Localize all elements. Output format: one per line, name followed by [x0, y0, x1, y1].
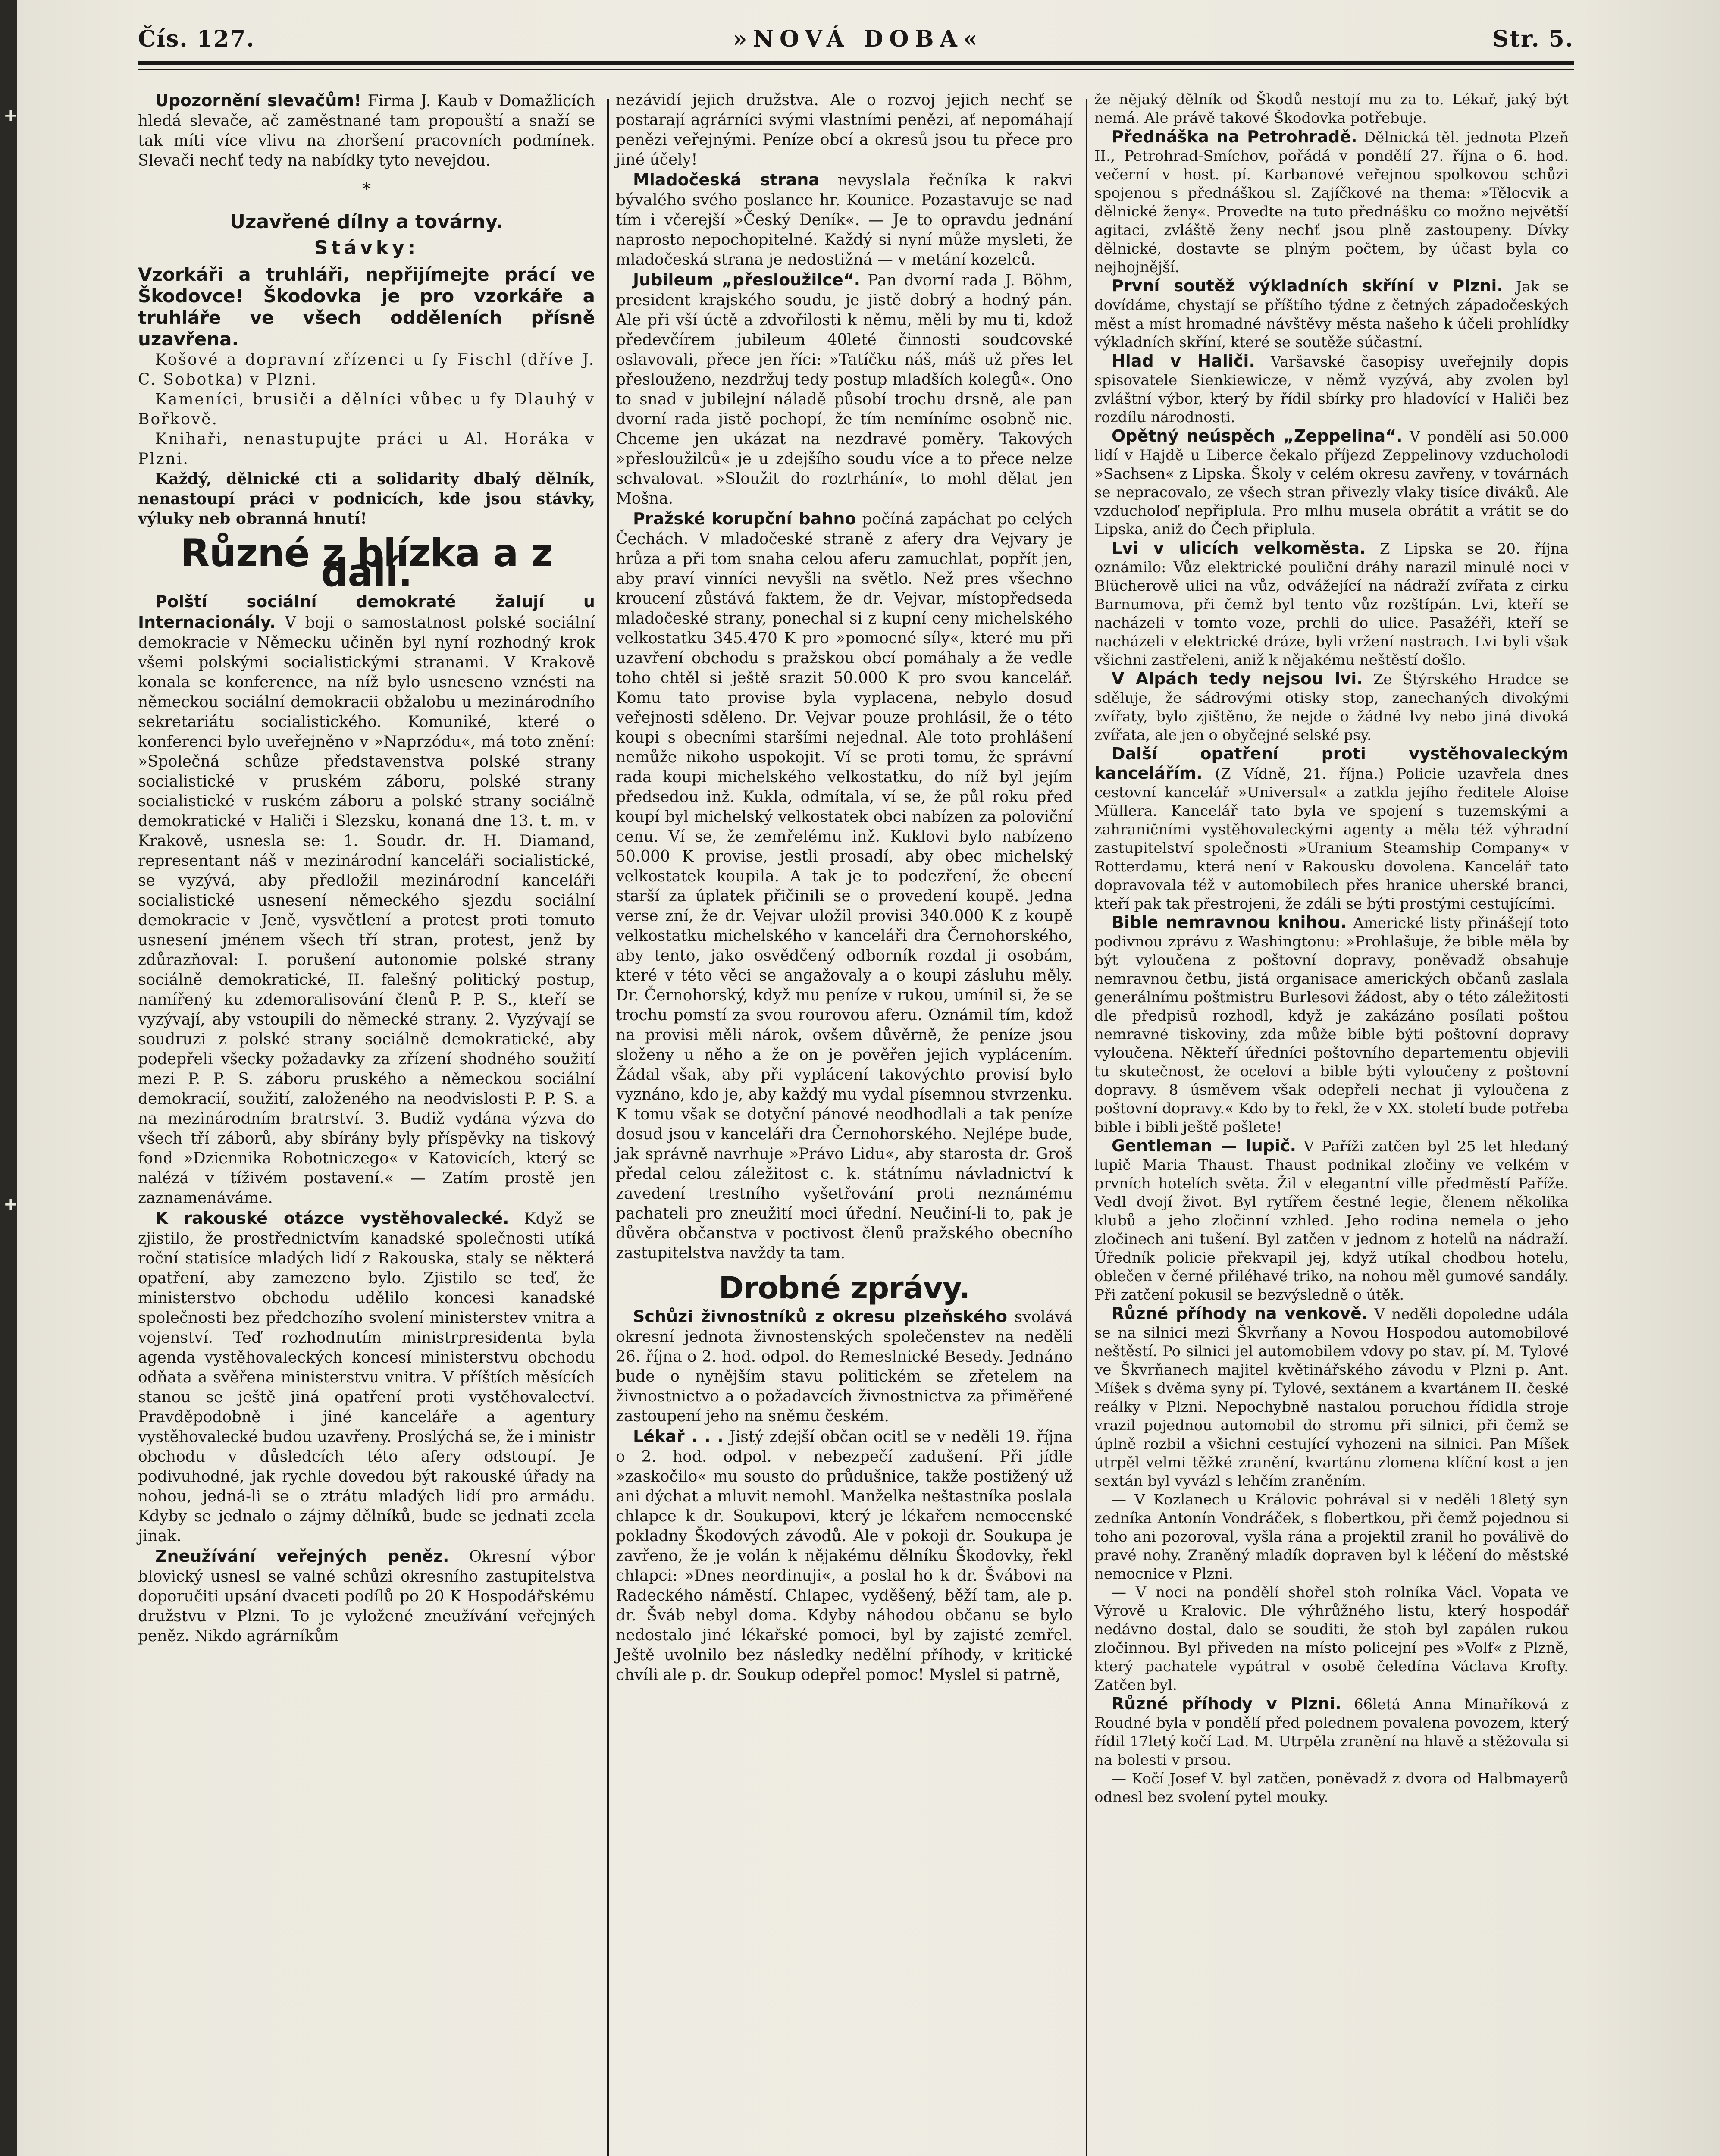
article-heading: Různé příhody v Plzni.: [1112, 1694, 1341, 1713]
article-prihody-venkov: [1094, 1304, 1569, 1491]
strike-item: Knihaři, nenastupujte práci u Al. Horáka v Plzni.: [138, 430, 595, 468]
column-2: [616, 91, 1073, 1685]
article-prednaska: [1094, 128, 1569, 277]
article-opatreni: [1094, 745, 1569, 913]
article-text: V Paříži zatčen byl 25 let hledaný lupič Maria Thaust. Thaust podnikal zločiny ve velkém v prvních hotelích světa. Žil v elegantní ville předměstí Paříže. Vedl dvojí život. Byl rytířem čestné legie, členem několika klubů a jeho zločinní vzhled. Jeho rodina nemela o jeho zločinech ani tušení. Byl zatčen v jednom z hotelů na nádraží. Úředník policie překvapil jej, když utíkal chodbou hotelu, oblečen v černé přiléhavé triko, na nohou měl gumové sandály. Při zatčení pokusil se bezvýsledně o útěk.: [1094, 1138, 1569, 1304]
article-heading: Polští sociální demokraté žalují u Internacionály.: [138, 592, 595, 632]
section-title-ruzne: Různé z blízka a z dalí.: [180, 531, 553, 595]
article-heading: V Alpách tedy nejsou lvi.: [1112, 669, 1363, 688]
article-prihody-item: — V noci na pondělí shořel stoh rolníka Václ. Vopata ve Výrově u Kralovic. Dle výhrůžného listu, který hospodář nedávno dostal, dalo se souditi, že stoh byl zapálen rukou zločinnou. Byl přiveden na místo policejní pes »Volf« z Plzně, který pachatele vypátral v osobě čeledína Václava Krofty. Zatčen byl.: [1094, 1584, 1569, 1694]
article-continuation: nezávidí jejich družstva. Ale o rozvoj jejich nechť se postarají agrárníci svými vlastními penězi, ať nepomáhají penězi veřejnými. Peníze obcí a okresů jsou tu přece pro jiné účely!: [616, 91, 1073, 169]
article-slevaci: [138, 91, 595, 171]
article-mladocesi: [616, 170, 1073, 270]
margin-cross-mark: +: [3, 106, 18, 125]
article-heading: Mladočeská strana: [633, 170, 820, 189]
strike-item: Každý, dělnické cti a solidarity dbalý dělník, nenastoupí práci v podnicích, kde jsou stávky, výluky neb obranná hnutí!: [138, 470, 595, 528]
article-heading: Bible nemravnou knihou.: [1112, 913, 1347, 932]
masthead-title: »NOVÁ DOBA«: [733, 26, 984, 52]
article-public-money: [138, 1546, 595, 1646]
article-prihody-item: — Kočí Josef V. byl zatčen, poněvadž z dvora od Halbmayerů odnesl bez svolení pytel mouky.: [1094, 1770, 1569, 1806]
header-rule: [138, 61, 1574, 65]
article-heading: Zneužívání veřejných peněz.: [155, 1547, 449, 1566]
article-emigration: [138, 1208, 595, 1546]
article-text: Dělnická těl. jednota Plzeň II., Petrohrad-Smíchov, pořádá v pondělí 27. října o 6. hod. večerní v host. pí. Karbanové veřejnou spolkovou schůzi spojenou s přednáškou sl. Zajíčkové na thema: »Tělocvik a dělnické ženy«. Provedte na tuto přednášku co možno největší agitaci, zvláště ženy nechť jsou plně zastoupeny. Dívky dělnické, dostavte se plným počtem, by účast byla co nejhojnější.: [1094, 129, 1569, 276]
article-heading: Pražské korupční bahno: [633, 509, 856, 528]
strike-item: Košové a dopravní zřízenci u fy Fischl (dříve J. C. Sobotka) v Plzni.: [138, 351, 595, 389]
article-text: Jistý zdejší občan ocitl se v neděli 19. října o 2. hod. odpol. v nebezpečí zadušení. Při jídle »zaskočilo« mu sousto do průdušnice, takže postižený už ani dýchat a mluvit nemohl. Manželka neštastníka poslala chlapce k dr. Soukupovi, který je lékařem nemocenské pokladny Škodových závodů. Ale v pokoji dr. Soukupa je zavřeno, že je volán k nějakému dělníku Škodovky, řekl chlapci: »Dnes neordinuji«, a poslal ho k dr. Švábovi na Radeckého náměstí. Chlapec, vyděšený, běží tam, ale p. dr. Šváb nebyl doma. Kdyby náhodou občanu se bylo nedostalo jiné lékařské pomoci, byl by zajisté zemřel. Ještě uvolnilo bez následky nedělní příhody, v kritické chvíli ale p. dr. Soukup odepřel pomoc! Myslel si patrně,: [616, 1428, 1073, 1684]
article-text: V pondělí asi 50.000 lidí v Hajdě u Liberce čekalo příjezd Zeppelinovy vzducholodi »Sachsen« z Lipska. Školy v celém okresu zavřeny, v továrnách se nepracovalo, ze všech stran přivezly vlaky tisíce diváků. Ale vzducholoď nepřiplula. Pro mlhu musela obrátit a vrátit se do Lipska, aniž do Čech připlula.: [1094, 428, 1569, 538]
column-3: [1094, 91, 1569, 1807]
page-header: [138, 17, 1574, 56]
article-heading: Gentleman — lupič.: [1112, 1136, 1297, 1155]
article-jubileum: [616, 270, 1073, 509]
article-heading: K rakouské otázce vystěhovalecké.: [155, 1209, 509, 1228]
section-title-drobne: Drobné zprávy.: [718, 1270, 970, 1306]
article-prihody-plzen: [1094, 1695, 1569, 1770]
article-alpy: [1094, 670, 1569, 745]
article-text: Pan dvorní rada J. Böhm, president krajského soudu, je jistě dobrý a hodný pán. Ale při vší úctě a zdvořilosti k němu, měli by mu ti, kdož předevčírem jubileum 40leté činnosti soudcovské oslavovali, přece jen říci: »Tatíčku náš, máš už přes let přeslouženo, nezdržuj tedy postup mladších kolegů«. Ono to snad v jubilejní náladě působí trochu drsně, ale pan dvorní rada jistě pochopí, že tím nemíníme osobně nic. Chceme jen ukázat na nezdravé poměry. Takových »přesloužilců« je u zdejšího soudu více a to přece nelze schvalovat. »Sloužit do roztrhání«, to mohl dělat jen Mošna.: [616, 272, 1073, 508]
margin-cross-mark: +: [3, 1194, 18, 1214]
article-schuze: [616, 1307, 1073, 1426]
article-lvi: [1094, 539, 1569, 670]
article-heading: Lvi v ulicích velkoměsta.: [1112, 539, 1366, 558]
article-text: počíná zapáchat po celých Čechách. V mladočeské straně z afery dra Vejvary je hrůza a při tom snaha celou aferu zamuchlat, popřít jen, aby praví vinníci nevyšli na světlo. Než pres všechno kroucení zůstává faktem, že dr. Vejvar, místopředseda mladočeské strany, ponechal si z kupní ceny michelského velkostatku 345.470 K pro »pomocné síly«, které mu při uzavření obchodu s pražskou obcí pomáhaly a že vedle toho chtěl si ještě srazit 50.000 K pro svou kancelář. Komu tato provise byla vyplacena, nebylo dosud veřejnosti sděleno. Dr. Vejvar pouze prohlásil, že o této koupi s obecními staršími nejednal. Ale toto prohlášení nemůže nikoho uspokojit. Ví se proti tomu, že správní rada koupi michelského velkostatku, do níž byl jejím předsedou inž. Kukla, odmítala, ví se, že půl roku před koupí byl michelský velkostatek obci nabízen za poloviční cenu. Ví se, že zemřelému inž. Kuklovi bylo nabízeno 50.000 K provise, jestli prosadí, aby obec michelský velkostatek koupila. A tak je to podezření, že obecní starší za úplatek přičinili se o provedení koupě. Jedna verse zní, že dr. Vejvar uložil provisi 340.000 K z koupě velkostatku michelského v kanceláři dra Černohorského, aby tento, jako osvědčený odborník rozdal ji osobám, které v této věci se angažovaly a o koupi zásluhu měly. Dr. Černohorský, když mu peníze v rukou, umínil si, že se trochu pomstí za svou rourovou aferu. Oznámil tím, kdož na provisi měli nárok, ovšem důvěrně, že peníze jsou složeny u něho a že on je pověřen jejich vyplácením. Žádal však, aby při vyplácení takovýchto provisí bylo vyznáno, kdo je, aby každý mu vydal písemnou stvrzenku. K tomu však se dotyční pánové neodhodlali a tak peníze dosud jsou v kanceláři dra Černohorského. Nejlépe bude, jak správně navrhuje »Právo Lidu«, aby starosta dr. Groš předal celou záležitost c. k. státnímu návladnictví k zavedení trestního vyšetřování proti neznámému pachateli pro zneužití moci úřední. Neučiní-li to, pak je důvěra občanstva v poctivost členů pražského obecního zastupitelstva navždy ta tam.: [616, 511, 1073, 1262]
article-heading: Hlad v Haliči.: [1112, 351, 1255, 370]
article-continuation: že nějaký dělník od Škodů nestojí mu za to. Lékař, jaký být nemá. Ale právě takové Škodovka potřebuje.: [1094, 91, 1569, 127]
article-heading: Lékař . . .: [633, 1427, 724, 1446]
article-heading: Upozornění slevačům!: [155, 91, 362, 110]
column-divider: [1086, 99, 1087, 2156]
article-soutez: [1094, 277, 1569, 352]
page-number: Str. 5.: [1492, 26, 1574, 52]
article-text: 66letá Anna Minaříková z Roudné byla v pondělí před polednem povalena povozem, který řídil 17letý kočí Lad. M. Utrpěla zranění na hlavě a stěžovala si na bolesti v prsou.: [1094, 1696, 1569, 1769]
article-gentleman: [1094, 1137, 1569, 1304]
article-text: (Z Vídně, 21. října.) Policie uzavřela dnes cestovní kancelář »Universal« a zatkla jejího ředitele Aloise Müllera. Kancelář tato byla ve spojení s tuzemskými a zahraničními vystěhovaleckými agenty a měla též výhradní zastupitelství společnosti »Uranium Steamship Company« v Rotterdamu, která není v Rakousku dovolena. Kancelář tato dopravovala též v automobilech přes hranice uherské branci, kteří pak tak přestrojeni, že zdáli se býti prostými cestujícími.: [1094, 765, 1569, 912]
article-text: Varšavské časopisy uveřejnily dopis spisovatele Sienkiewicze, v němž vyzývá, aby zvolen byl zvláštní výbor, který by řídil sbírky pro hladovící v Haliči bez rozdílu národnosti.: [1094, 353, 1569, 426]
section-title-closed: Uzavřené dílny a továrny.: [230, 211, 503, 233]
article-text: Z Lipska se 20. října oznámilo: Vůz elektrické pouliční dráhy narazil minulé noci v Blücherově ulici na vůz, odvážející na nádraží zvířata z cirku Barnumova, při čemž byl tento vůz rozštípán. Lvi, kteří se nacházeli v tomto voze, prchli do ulice. Pasažéři, kteří se nacházeli v elektrické dráze, byli vržení nastrach. Lvi byli však všichni zastřeleni, aniž k nějakému neštěstí došlo.: [1094, 540, 1569, 669]
issue-number: Čís. 127.: [138, 26, 255, 52]
article-text: Když se zjistilo, že prostřednictvím kanadské společnosti utíká roční statisíce mladých lidí z Rakouska, staly se některá opatření, aby zamezeno bylo. Zjistilo se teď, že ministerstvo obchodu udělilo koncesi kanadské společnosti bez předchozího svolení ministerstev vnitra a vojenství. Teď rozhodnutím ministrpresidenta byla agenda vystěhovaleckých koncesí ministerstvu obchodu odňata a svěřena ministerstvu vnitra. V příštích měsících stanou se ještě jiná opatření proti vystěhovalectví. Pravděpodobně i jiné kanceláře a agentury vystěhovalecké budou uzavřeny. Proslýchá se, že i ministr obchodu v důsledcích této afery odstoupí. Je podivuhodné, jak rychle dovedou být rakouské úřady na nohou, jedná-li se o ztrátu mladých lidí pro armádu. Kdyby se jednalo o zájmy dělníků, bude se jednati zcela jinak.: [138, 1210, 595, 1545]
article-text: svolává okresní jednota živnostenských společenstev na neděli 26. října o 2. hod. odpol. do Remeslnické Besedy. Jednáno bude o nynějším stavu politickém se zřetelem na živnostnictvo a o požadavcích živnostnictva za přiměřené zastoupení jeho na sněmu českém.: [616, 1308, 1073, 1425]
article-prihody-item: — V Kozlanech u Královic pohrával si v neděli 18letý syn zedníka Antonín Vondráček, s flobertkou, při čemž pojednou si toho ani pozoroval, vyšla rána a projektil zranil ho poválivě do pravé nohy. Zraněný mladík dopraven byl k léčení do městské nemocnice v Plzni.: [1094, 1491, 1569, 1583]
section-title-strikes: Stávky:: [314, 237, 419, 259]
article-heading: Jubileum „přesloužilce“.: [633, 270, 861, 289]
article-hlad: [1094, 352, 1569, 427]
article-heading: Opětný neúspěch „Zeppelina“.: [1112, 426, 1403, 445]
article-corruption: [616, 509, 1073, 1263]
article-text: V boji o samostatnost polské sociální demokracie v Německu učiněn byl nyní rozhodný krok všemi polskými socialistickými stranami. V Krakově konala se konference, na níž bylo usneseno vznésti na německou sociální demokracii obžalobu u mezinárodního sekretariátu socialistického. Komuniké, které o konferenci bylo uveřejněno v »Naprzódu«, má toto znění: »Společná schůze představenstva polské strany socialistické v pruském záboru, polské strany socialistické v ruském záboru a polské strany sociálně demokratické v Haliči i Slezsku, konaná dne 13. t. m. v Krakově, usnesla se: 1. Soudr. dr. H. Diamand, representant náš v mezinárodní kanceláři socialistické, se vyzývá, aby předložil mezinárodní kanceláři socialistické usnesení německého sjezdu sociální demokracie v Jeně, vysvětlení a protest proti tomuto usnesení jménem všech tří stran, protest, jenž by zdůrazňoval: I. porušení autonomie polské strany sociálně demokratické, II. falešný politický postup, namířený ku zdemoralisování členů P. P. S., kteří se vyzývají, aby vstoupili do německé strany. 2. Vyzývají se soudruzi z polské strany sociálně demokratické, aby podepřeli všecky požadavky za zřízení shodného soužití mezi P. P. S. záboru pruského a německou sociální demokracií, soužití, založeného na neodvislosti P. P. S. a na mezinárodním bratrství. 3. Budiž vydána výzva do všech tří záborů, aby sbírány byly příspěvky na tiskový fond »Dziennika Robotniczego« v Katovicích, který se nalézá v tíživém postavení.« — Zatím prostě jen zaznamenáváme.: [138, 614, 595, 1207]
separator-star: *: [362, 179, 371, 199]
article-text: V neděli dopoledne udála se na silnici mezi Škvrňany a Novou Hospodou automobilové neštěstí. Po silnici jel automobilem vdovy po stav. pí. M. Tylové ve Škvrňanech majitel květinářského závodu v Plzni p. Ant. Míšek s dvěma syny pí. Tylové, sextánem a kvartánem II. české reálky v Plzni. Nepochybně nastalou poruchou řídidla stroje vrazil pojednou automobil do stromu při silnici, při čemž se úplně rozbil a všichni cestující vyhozeni na silnici. Pan Míšek utrpěl velmi těžké zranění, kvartánu zlomena klíční kost a jen sextán byl vyvázl s lehčím zraněním.: [1094, 1306, 1569, 1490]
header-rule-thin: [138, 69, 1574, 70]
article-heading: Přednáška na Petrohradě.: [1112, 127, 1357, 146]
article-heading: Schůzi živnostníků z okresu plzeňského: [633, 1307, 1008, 1326]
article-text: Ze Štýrského Hradce se sděluje, že sádrovými otisky stop, zanechaných divokými zvířaty, bylo zjištěno, že nejde o žádné lvy nebo jiná divoká zvířata, ale jen o obyčejné selské psy.: [1094, 671, 1569, 744]
strike-warning: Vzorkáři a truhláři, nepřijímejte prácí ve Škodovce! Škodovka je pro vzorkáře a truhláře ve všech odděleních přísně uzavřena.: [138, 264, 595, 350]
article-heading: Různé příhody na venkově.: [1112, 1304, 1368, 1323]
strike-item: Kameníci, brusiči a dělníci vůbec u fy Dlauhý v Bořkově.: [138, 391, 595, 428]
column-divider: [607, 99, 609, 2156]
article-text: Firma J. Kaub v Domažlicích hledá slevače, ač zaměstnané tam propouští a snaží se tak míti více vlivu na zhoršení pracovních podmínek. Slevači nechť tedy na nabídky tyto nevejdou.: [138, 92, 595, 169]
article-heading: První soutěž výkladních skříní v Plzni.: [1112, 276, 1503, 295]
article-lekar: [616, 1426, 1073, 1685]
article-zeppelin: [1094, 427, 1569, 539]
article-text: Americké listy přinášejí toto podivnou zprávu z Washingtonu: »Prohlašuje, že bible měla by být vyloučena z poštovní dopravy, poněvadž obsahuje nemravnou četbu, jistá organisace amerických občanů zaslala generálnímu poštmistru Burlesovi žádost, aby o této záležitosti dle předpisů rozhodl, když je zakázáno posílati poštou nemravné tiskoviny, zda může bible býti poštovní dopravy vyloučena. Někteří úředníci poštovního departementu objevili tu skutečnost, že oceloví a bible býti vyloučeny z poštovní dopravy. 8 úsměvem však odepřeli nechat ji vyloučena z poštovní dopravy.« Kdo by to řekl, že v XX. století bude potřeba bible i bibli ještě pošlete!: [1094, 915, 1569, 1136]
article-text: Okresní výbor blovický usnesl se valné schůzi okresního zastupitelstva doporučiti upsání dvaceti podílů po 20 K Hospodářskému družstvu v Plzni. To je vyložené zneužívání veřejných peněz. Nikdo agrárníkům: [138, 1548, 595, 1645]
scan-edge: [0, 0, 17, 2156]
article-text: nevyslala řečníka k rakvi bývalého svého poslance hr. Kounice. Pozastavuje se nad tím i včerejší »Český Deník«. — Je to opravdu jednání naprosto nepochopitelné. Každý si nyní může mysleti, že mladočeská strana je nedostižná — v metání kozelců.: [616, 172, 1073, 269]
column-1: [138, 91, 595, 1646]
article-text: Jak se dovídáme, chystají se příštího týdne z četných západočeských měst a míst hromadné návštěvy města našeho k účeli prohlídky výkladních skříní, které se soutěže súčastní.: [1094, 278, 1569, 351]
article-polish: [138, 592, 595, 1208]
article-heading: Další opatření proti vystěhovaleckým kancelářím.: [1094, 744, 1569, 783]
article-bible: [1094, 913, 1569, 1137]
